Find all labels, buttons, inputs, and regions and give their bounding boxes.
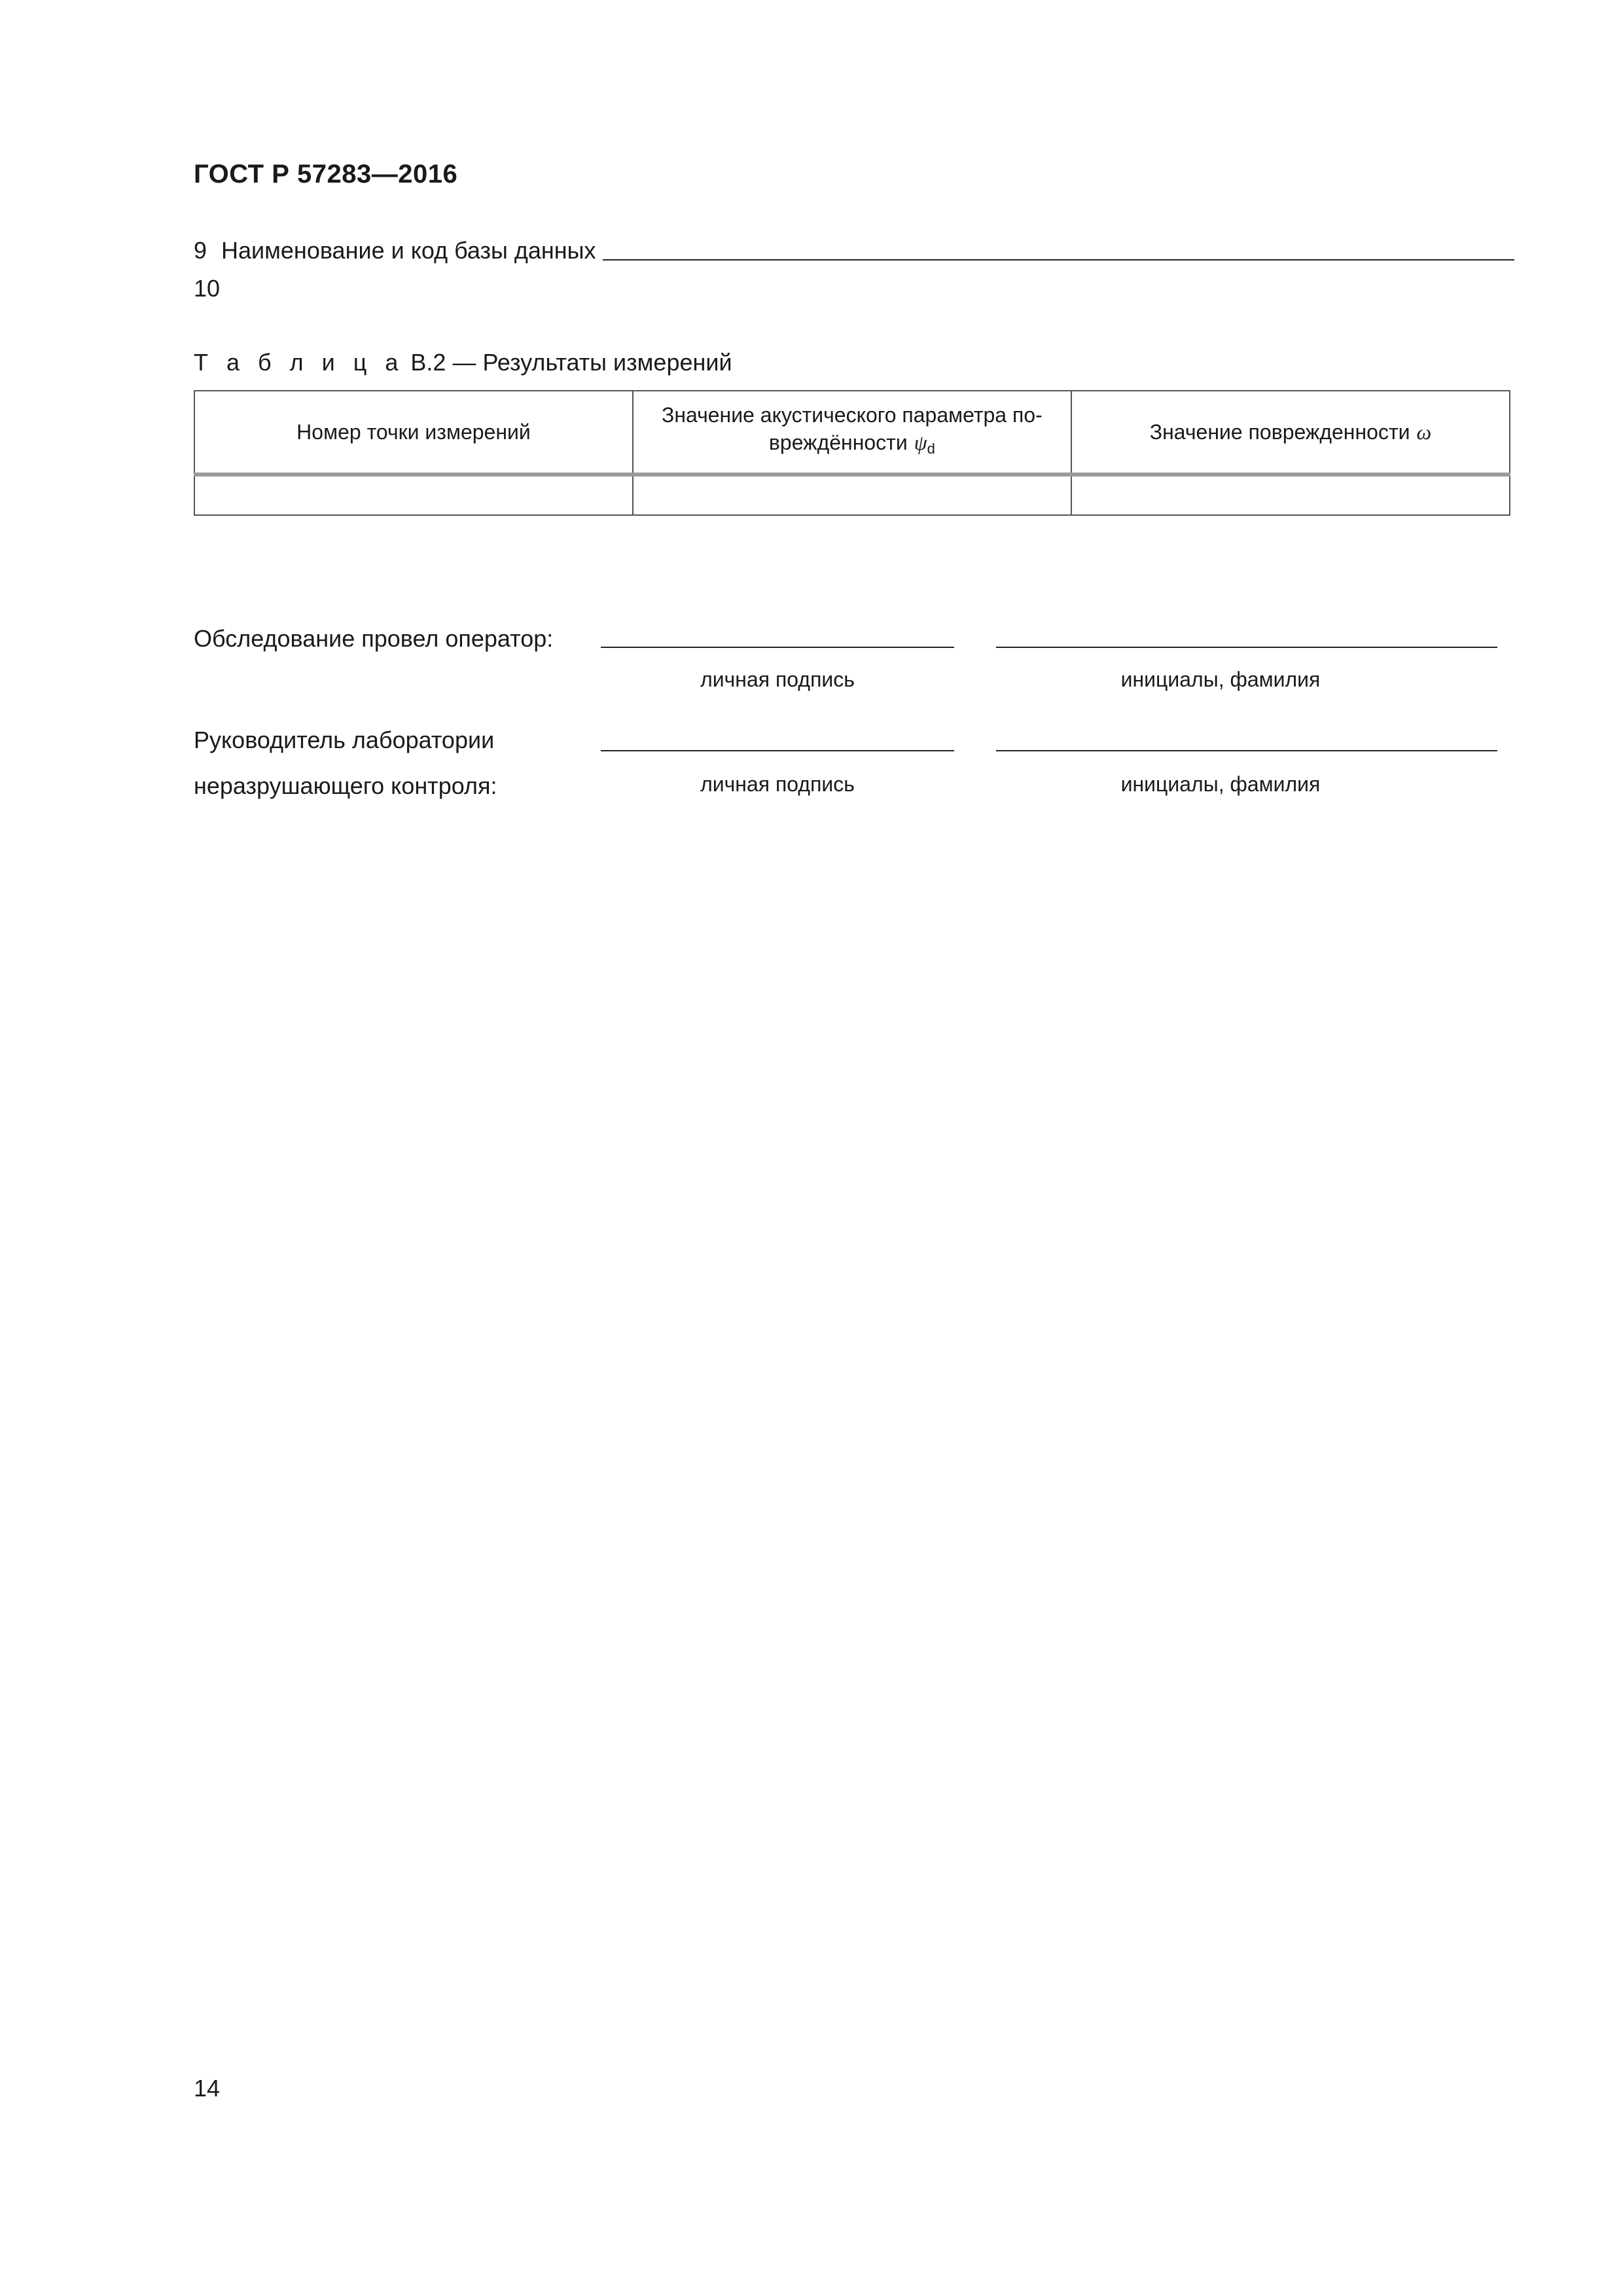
operator-name-caption: инициалы, фамилия [1120, 668, 1321, 691]
lab-head-signature-line[interactable] [601, 750, 954, 751]
column-header-label: Значение акустического параметра по-вреждённости [661, 403, 1043, 454]
operator-label: Обследование провел оператор: [194, 625, 554, 652]
lab-head-name-line[interactable] [996, 750, 1497, 751]
column-header-label: Значение поврежденности [1149, 420, 1410, 444]
psi-subscript: d [927, 440, 935, 457]
operator-signature-line[interactable] [601, 647, 954, 648]
lab-head-name-caption: инициалы, фамилия [1120, 772, 1321, 796]
operator-signature-caption: личная подпись [700, 668, 855, 691]
database-field-row [194, 233, 1514, 264]
table-header-row [194, 391, 1510, 475]
operator-name-line[interactable] [996, 647, 1497, 648]
database-fill-line[interactable] [603, 236, 1514, 260]
table-caption-prefix: Т а б л и ц а [194, 349, 404, 376]
database-field-label: Наименование и код базы данных [221, 237, 596, 264]
table-cell-point-number[interactable] [194, 475, 633, 515]
column-header-point-number [194, 391, 633, 475]
item-number-10: 10 [194, 275, 221, 302]
table-cell-damage-value[interactable] [1071, 475, 1510, 515]
table-caption-title: В.2 — Результаты измерений [410, 349, 732, 376]
results-table [194, 390, 1510, 516]
column-header-damage-value [1071, 391, 1510, 475]
table-cell-acoustic-parameter[interactable] [633, 475, 1071, 515]
document-header: ГОСТ Р 57283—2016 [194, 160, 458, 188]
column-header-label: Номер точки измерений [296, 420, 531, 444]
page-number: 14 [194, 2075, 221, 2102]
lab-head-label-line1: Руководитель лаборатории [194, 726, 495, 753]
omega-symbol: ω [1416, 420, 1432, 444]
lab-head-signature-caption: личная подпись [700, 772, 855, 796]
table-row [194, 475, 1510, 515]
psi-symbol: ψ [914, 431, 927, 454]
table-caption [194, 349, 732, 376]
lab-head-label-line2: неразрушающего контроля: [194, 772, 497, 799]
item-number-9: 9 [194, 237, 207, 264]
column-header-acoustic-parameter [633, 391, 1071, 475]
